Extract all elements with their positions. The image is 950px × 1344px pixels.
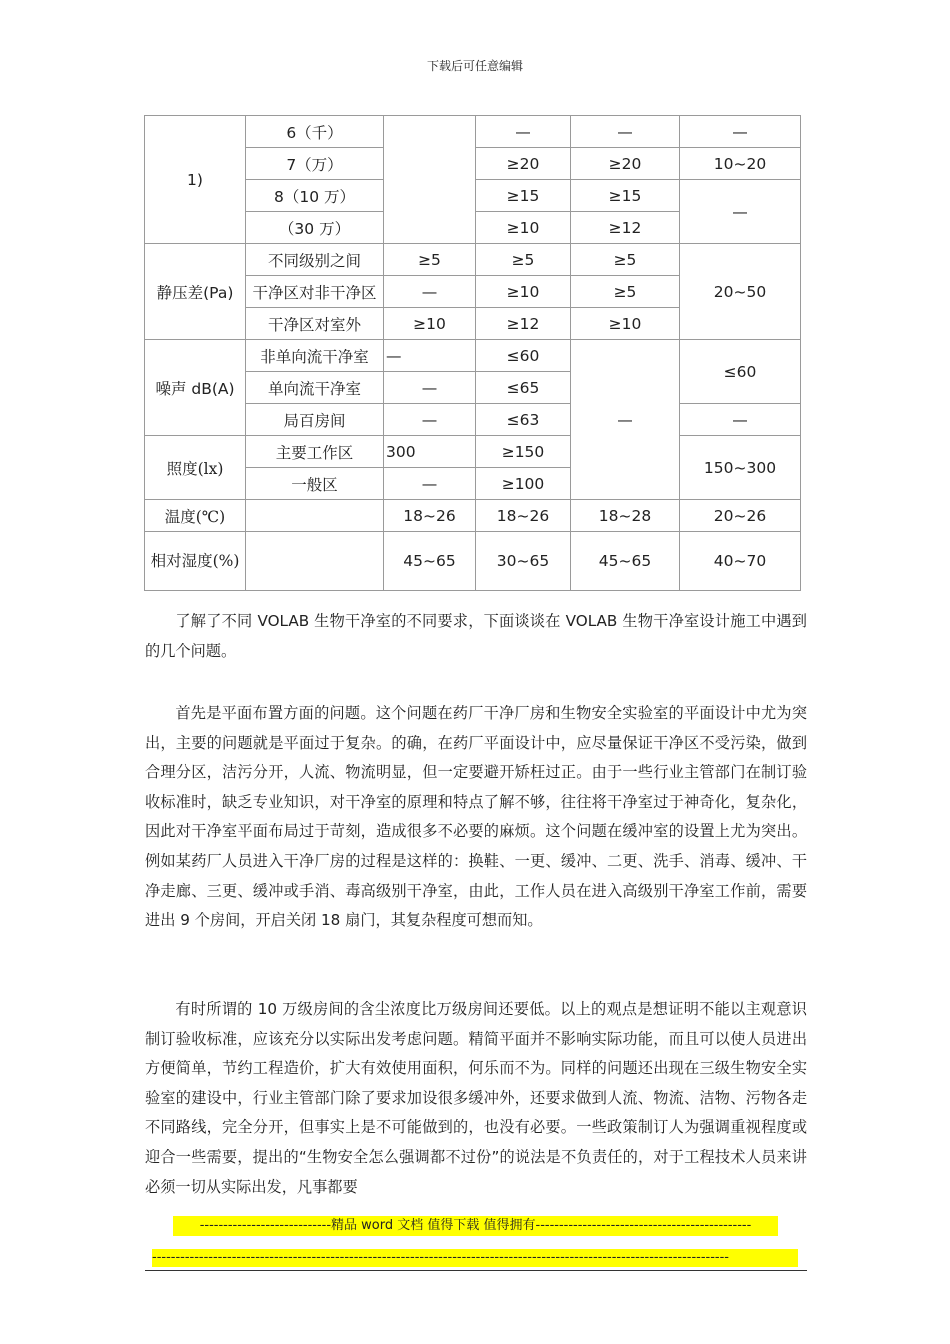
row-label-humidity: 相对湿度(%) xyxy=(145,532,246,591)
value-cell: 18~28 xyxy=(571,500,680,532)
footer-divider xyxy=(145,1270,807,1271)
value-cell: — xyxy=(571,116,680,148)
value-cell: 45~65 xyxy=(384,532,476,591)
table-row xyxy=(145,500,801,532)
value-cell: ≥100 xyxy=(476,468,571,500)
empty-cell xyxy=(384,116,476,244)
value-cell: ≥12 xyxy=(476,308,571,340)
paragraph-intro: 了解了不同 VOLAB 生物干净室的不同要求，下面谈谈在 VOLAB 生物干净室设计施工中遇到的几个问题。 xyxy=(145,612,807,660)
value-cell: 45~65 xyxy=(571,532,680,591)
table-row xyxy=(145,532,801,591)
value-cell: ≤60 xyxy=(476,340,571,372)
value-cell: 300 xyxy=(384,436,476,468)
value-cell: ≤60 xyxy=(680,340,801,404)
subcategory-cell: 主要工作区 xyxy=(246,436,384,468)
row-label-illuminance: 照度(lx) xyxy=(145,436,246,500)
value-cell: — xyxy=(384,468,476,500)
value-cell: 40~70 xyxy=(680,532,801,591)
subcategory-cell: 非单向流干净室 xyxy=(246,340,384,372)
table-row xyxy=(145,340,801,372)
page-header: 下载后可任意编辑 xyxy=(426,59,523,73)
value-cell: — xyxy=(384,404,476,436)
value-cell: ≥10 xyxy=(384,308,476,340)
subcategory-cell: 8（10 万） xyxy=(246,180,384,212)
value-cell: 30~65 xyxy=(476,532,571,591)
value-cell: — xyxy=(476,116,571,148)
subcategory-cell: 干净区对非干净区 xyxy=(246,276,384,308)
value-cell: — xyxy=(571,340,680,500)
subcategory-cell: 局百房间 xyxy=(246,404,384,436)
value-cell: ≥20 xyxy=(571,148,680,180)
value-cell: — xyxy=(680,116,801,148)
row-label-noise: 噪声 dB(A) xyxy=(145,340,246,436)
value-cell: — xyxy=(680,180,801,244)
value-cell: ≥20 xyxy=(476,148,571,180)
value-cell: ≥10 xyxy=(476,276,571,308)
value-cell: ≥5 xyxy=(476,244,571,276)
footer-banner-dashes: --------------------------------------------------------------------------------------------------------------------------- xyxy=(152,1249,798,1267)
value-cell: ≥15 xyxy=(476,180,571,212)
table-row xyxy=(145,436,801,468)
value-cell: — xyxy=(384,276,476,308)
value-cell: 20~50 xyxy=(680,244,801,340)
row-label-pressure: 静压差(Pa) xyxy=(145,244,246,340)
value-cell: 10~20 xyxy=(680,148,801,180)
subcategory-cell: 干净区对室外 xyxy=(246,308,384,340)
value-cell: ≥10 xyxy=(571,308,680,340)
table-row xyxy=(145,244,801,276)
value-cell: ≥10 xyxy=(476,212,571,244)
footer-banner: ----------------------------精品 word 文档 值得下载 值得拥有---------------------------------------------- xyxy=(173,1216,778,1236)
value-cell: 20~26 xyxy=(680,500,801,532)
value-cell: 18~26 xyxy=(476,500,571,532)
subcategory-cell: 一般区 xyxy=(246,468,384,500)
table-row xyxy=(145,116,801,148)
cleanroom-requirements-table xyxy=(144,115,801,591)
row-label-class: 1) xyxy=(145,116,246,244)
value-cell: — xyxy=(680,404,801,436)
row-label-temperature: 温度(℃) xyxy=(145,500,246,532)
value-cell: — xyxy=(384,372,476,404)
subcategory-cell: 7（万） xyxy=(246,148,384,180)
paragraph-standards: 有时所谓的 10 万级房间的含尘浓度比万级房间还要低。以上的观点是想证明不能以主观意识制订验收标准，应该充分以实际出发考虑问题。精简平面并不影响实际功能，而且可以使人员进出方便简单，节约工程造价，扩大有效使用面积，何乐而不为。同样的问题还出现在三级生物安全实验室的建设中，行业主管部门除了要求加设很多缓冲外，还要求做到人流、物流、洁物、污物各走不同路线，完全分开，但事实上是不可能做到的，也没有必要。一些政策制订人为强调重视程度或迎合一些需要，提出的“生物安全怎么强调都不过份”的说法是不负责任的，对于工程技术人员来讲必须一切从实际出发，凡事都要 xyxy=(145,1000,807,1196)
value-cell: ≥150 xyxy=(476,436,571,468)
value-cell: 18~26 xyxy=(384,500,476,532)
value-cell: ≥15 xyxy=(571,180,680,212)
empty-cell xyxy=(246,500,384,532)
subcategory-cell: （30 万） xyxy=(246,212,384,244)
empty-cell xyxy=(246,532,384,591)
value-cell: ≥12 xyxy=(571,212,680,244)
subcategory-cell: 不同级别之间 xyxy=(246,244,384,276)
value-cell: ≥5 xyxy=(571,244,680,276)
subcategory-cell: 单向流干净室 xyxy=(246,372,384,404)
value-cell: ≤65 xyxy=(476,372,571,404)
value-cell: 150~300 xyxy=(680,436,801,500)
paragraph-layout-issue: 首先是平面布置方面的问题。这个问题在药厂干净厂房和生物安全实验室的平面设计中尤为突出，主要的问题就是平面过于复杂。的确，在药厂平面设计中，应尽量保证干净区不受污染，做到合理分区，洁污分开，人流、物流明显，但一定要避开矫枉过正。由于一些行业主管部门在制订验收标准时，缺乏专业知识，对干净室的原理和特点了解不够，往往将干净室过于神奇化，复杂化，因此对干净室平面布局过于苛刻，造成很多不必要的麻烦。这个问题在缓冲室的设置上尤为突出。例如某药厂人员进入干净厂房的过程是这样的：换鞋、一更、缓冲、二更、洗手、消毒、缓冲、干净走廊、三更、缓冲或手消、毒高级别干净室，由此，工作人员在进入高级别干净室工作前，需要进出 9 个房间，开启关闭 18 扇门，其复杂程度可想而知。 xyxy=(145,704,807,930)
value-cell: ≥5 xyxy=(571,276,680,308)
value-cell: ≤63 xyxy=(476,404,571,436)
value-cell: ≥5 xyxy=(384,244,476,276)
subcategory-cell: 6（千） xyxy=(246,116,384,148)
value-cell: — xyxy=(384,340,476,372)
